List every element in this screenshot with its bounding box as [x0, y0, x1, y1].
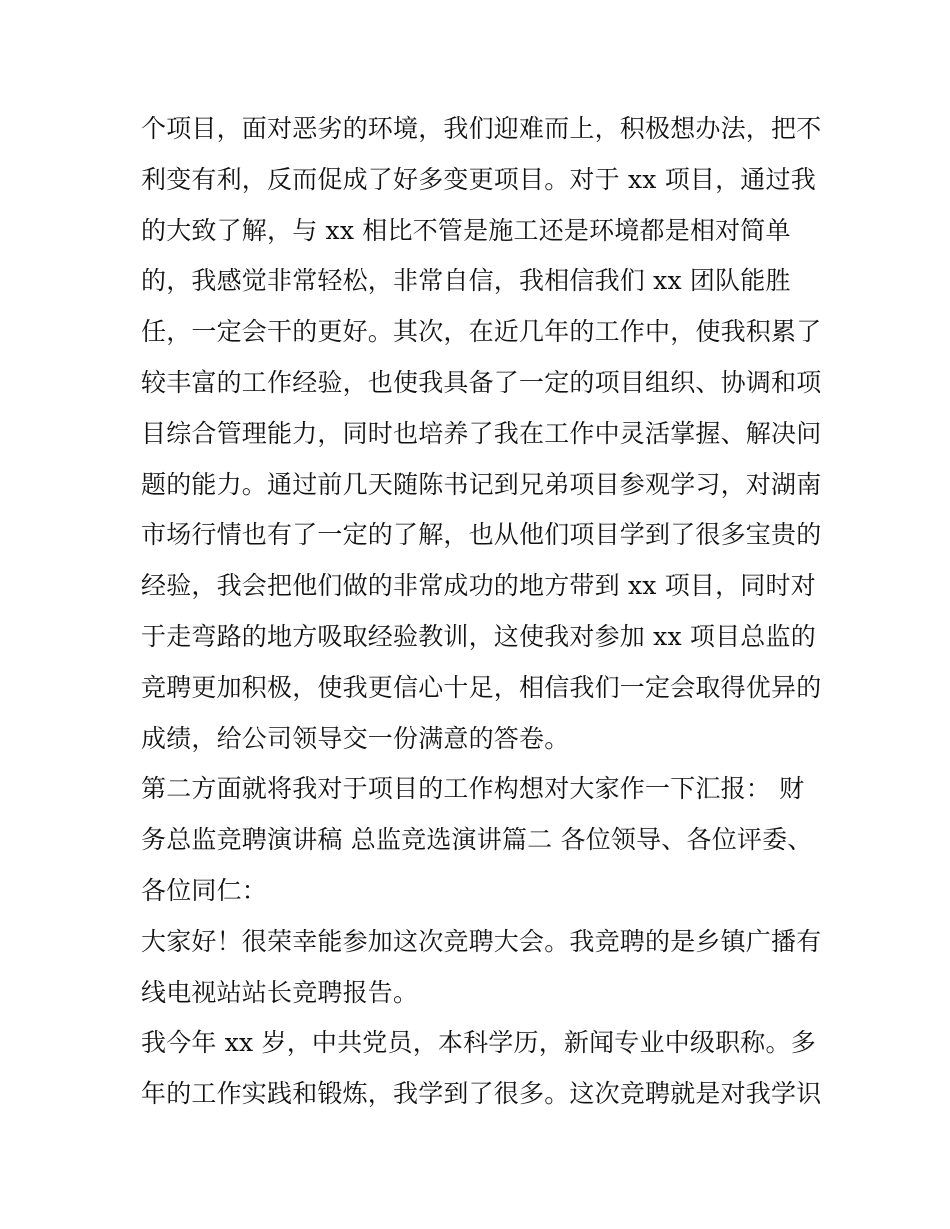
text-line: 个项目，面对恶劣的环境，我们迎难而上，积极想办法，把不 — [141, 114, 822, 143]
text-line: 利变有利，反而促成了好多变更项目。对于 xx 项目，通过我 — [141, 164, 816, 194]
text-line: 较丰富的工作经验，也使我具备了一定的项目组织、协调和项 — [141, 367, 822, 397]
text-line: 于走弯路的地方吸取经验教训，这使我对参加 xx 项目总监的 — [141, 621, 816, 651]
text-line: 的，我感觉非常轻松，非常自信，我相信我们 xx 团队能胜 — [141, 266, 791, 296]
text-line: 年的工作实践和锻炼，我学到了很多。这次竞聘就是对我学识 — [141, 1079, 822, 1109]
text-line: 务总监竞聘演讲稿 总监竞选演讲篇二 各位领导、各位评委、 — [141, 825, 813, 855]
text-line: 成绩，给公司领导交一份满意的答卷。 — [141, 723, 570, 753]
text-line: 大家好！很荣幸能参加这次竞聘大会。我竞聘的是乡镇广播有 — [141, 926, 822, 956]
text-line: 各位同仁： — [141, 875, 268, 905]
text-line: 的大致了解，与 xx 相比不管是施工还是环境都是相对简单 — [141, 215, 791, 245]
text-line: 竞聘更加积极，使我更信心十足，相信我们一定会取得优异的 — [141, 672, 822, 702]
text-line: 题的能力。通过前几天随陈书记到兄弟项目参观学习，对湖南 — [141, 469, 822, 499]
text-line: 市场行情也有了一定的了解，也从他们项目学到了很多宝贵的 — [141, 520, 822, 550]
text-line: 经验，我会把他们做的非常成功的地方带到 xx 项目，同时对 — [141, 571, 816, 601]
text-line: 第二方面就将我对于项目的工作构想对大家作一下汇报： 财 — [141, 774, 805, 804]
document-body — [141, 104, 821, 1120]
text-line: 任，一定会干的更好。其次，在近几年的工作中，使我积累了 — [141, 317, 822, 347]
text-line: 线电视站站长竞聘报告。 — [141, 977, 419, 1007]
text-line: 我今年 xx 岁，中共党员，本科学历，新闻专业中级职称。多 — [141, 1028, 816, 1058]
text-line: 目综合管理能力，同时也培养了我在工作中灵活掌握、解决问 — [141, 418, 822, 448]
